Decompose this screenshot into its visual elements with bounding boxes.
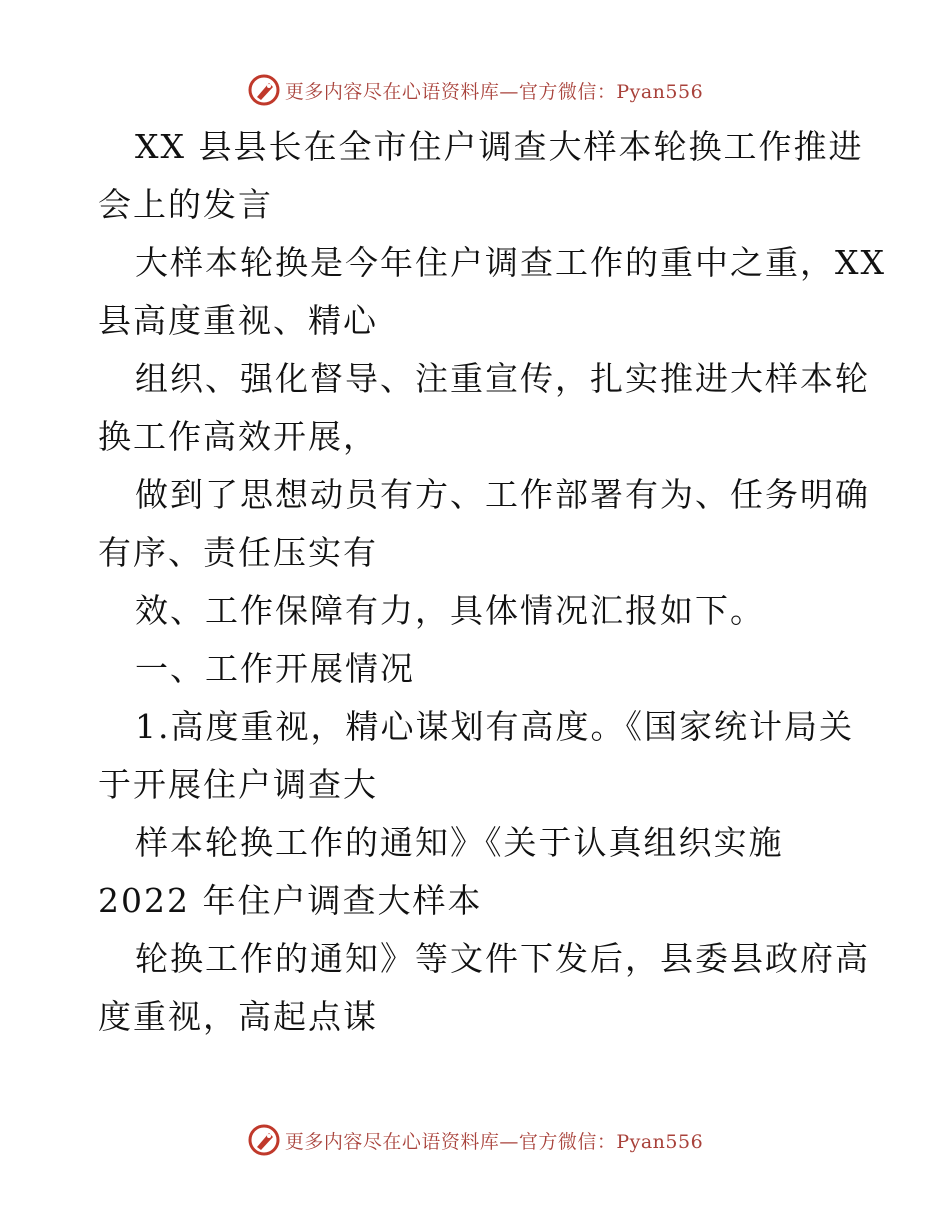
paragraph-line: 有序、责任压实有 — [98, 533, 378, 572]
watermark-site-text: 更多内容尽在心语资料库 — [284, 80, 500, 103]
header-watermark — [0, 70, 950, 110]
paragraph-line: 2022 年住户调查大样本 — [98, 881, 483, 920]
watermark-separator: — — [499, 1130, 519, 1153]
paragraph-line: 县高度重视、精心 — [98, 301, 378, 340]
section-heading: 一、工作开展情况 — [135, 649, 415, 688]
paragraph-line: 样本轮换工作的通知》《关于认真组织实施 — [135, 823, 784, 862]
pen-nib-logo-icon — [247, 1123, 281, 1157]
pen-nib-logo-icon — [247, 73, 281, 107]
footer-watermark — [0, 1120, 950, 1160]
paragraph-line: 1.高度重视，精心谋划有高度。《国家统计局关 — [135, 707, 854, 746]
paragraph-line: 度重视，高起点谋 — [98, 997, 378, 1036]
document-body — [98, 118, 886, 1046]
paragraph-line: 组织、强化督导、注重宣传，扎实推进大样本轮 — [135, 359, 870, 398]
paragraph-line: 效、工作保障有力，具体情况汇报如下。 — [135, 591, 765, 630]
watermark-separator: — — [499, 80, 519, 103]
paragraph-line: 做到了思想动员有方、工作部署有为、任务明确 — [135, 475, 870, 514]
paragraph-line: 于开展住户调查大 — [98, 765, 378, 804]
document-title-line-1: XX 县县长在全市住户调查大样本轮换工作推进 — [135, 127, 864, 166]
watermark-wechat-text: 官方微信：Pyan556 — [518, 80, 704, 103]
paragraph-line: 大样本轮换是今年住户调查工作的重中之重，XX — [135, 243, 886, 282]
watermark-text — [285, 1127, 703, 1154]
watermark-wechat-text: 官方微信：Pyan556 — [518, 1130, 704, 1153]
watermark-site-text: 更多内容尽在心语资料库 — [284, 1130, 500, 1153]
document-title-line-2: 会上的发言 — [98, 185, 273, 224]
paragraph-line: 轮换工作的通知》等文件下发后，县委县政府高 — [135, 939, 870, 978]
paragraph-line: 换工作高效开展， — [98, 417, 378, 456]
watermark-text — [285, 77, 703, 104]
